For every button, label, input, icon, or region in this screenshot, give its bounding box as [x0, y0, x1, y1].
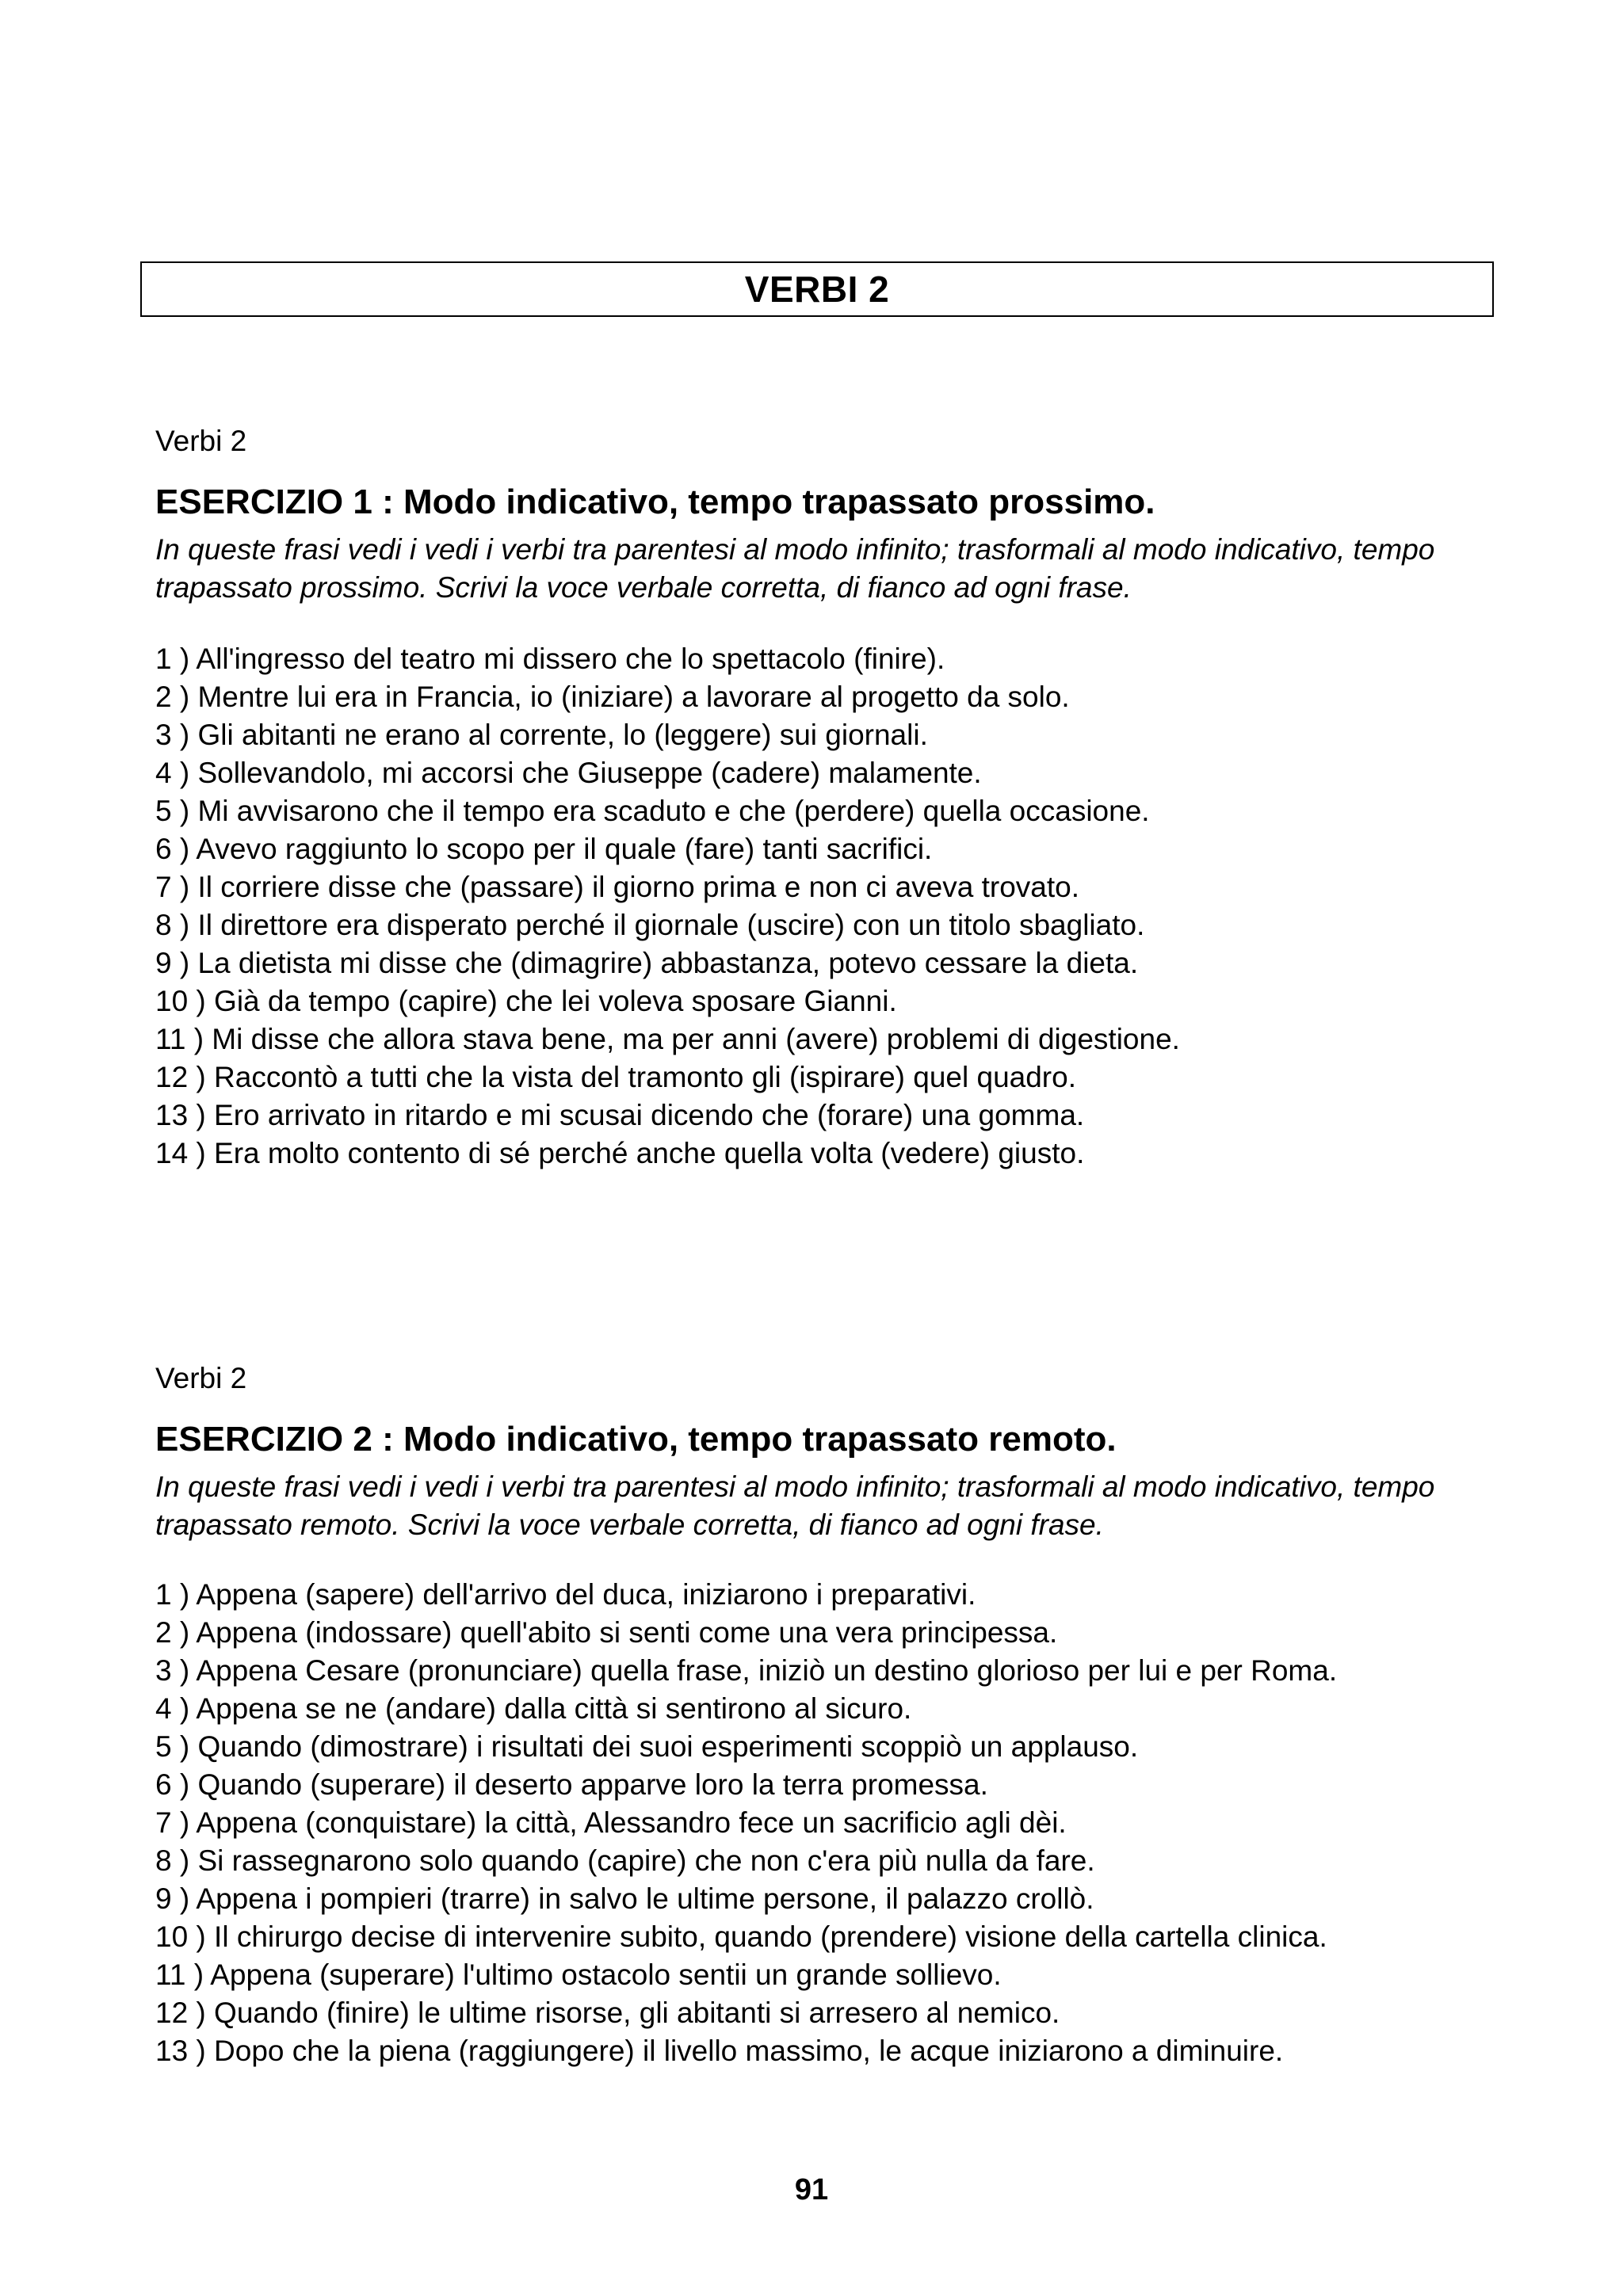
list-item: 12 ) Quando (finire) le ultime risorse, gli abitanti si arresero al nemico.	[155, 1997, 1060, 2029]
list-item: 7 ) Appena (conquistare) la città, Alessandro fece un sacrificio agli dèi.	[155, 1806, 1067, 1839]
list-item: 12 ) Raccontò a tutti che la vista del tramonto gli (ispirare) quel quadro.	[155, 1061, 1076, 1093]
list-item: 7 ) Il corriere disse che (passare) il giorno prima e non ci aveva trovato.	[155, 871, 1080, 903]
list-item: 9 ) Appena i pompieri (trarre) in salvo le ultime persone, il palazzo crollò.	[155, 1882, 1094, 1915]
exercise-title: ESERCIZIO 2 : Modo indicativo, tempo trapassato remoto.	[155, 1420, 1117, 1459]
list-item: 8 ) Il direttore era disperato perché il giornale (uscire) con un titolo sbagliato.	[155, 909, 1145, 941]
list-item: 10 ) Il chirurgo decise di intervenire subito, quando (prendere) visione della cartella clinica.	[155, 1920, 1327, 1953]
list-item: 5 ) Mi avvisarono che il tempo era scaduto e che (perdere) quella occasione.	[155, 795, 1150, 827]
list-item: 6 ) Quando (superare) il deserto apparve loro la terra promessa.	[155, 1768, 988, 1801]
list-item: 13 ) Dopo che la piena (raggiungere) il livello massimo, le acque iniziarono a diminuire.	[155, 2035, 1284, 2067]
list-item: 1 ) All'ingresso del teatro mi dissero che lo spettacolo (finire).	[155, 643, 945, 675]
list-item: 3 ) Gli abitanti ne erano al corrente, lo (leggere) sui giornali.	[155, 719, 928, 751]
list-item: 4 ) Sollevandolo, mi accorsi che Giuseppe (cadere) malamente.	[155, 757, 982, 789]
list-item: 3 ) Appena Cesare (pronunciare) quella frase, iniziò un destino glorioso per lui e per Roma.	[155, 1654, 1338, 1687]
list-item: 14 ) Era molto contento di sé perché anche quella volta (vedere) giusto.	[155, 1137, 1085, 1169]
exercise-items-list	[155, 1576, 1503, 2070]
list-item: 11 ) Appena (superare) l'ultimo ostacolo sentii un grande sollievo.	[155, 1958, 1002, 1991]
page-number: 91	[794, 2173, 829, 2206]
exercise-instructions: In queste frasi vedi i vedi i verbi tra parentesi al modo infinito; trasformali al modo indicativo, tempo trapassato prossimo. Scrivi la voce verbale corretta, di fianco ad ogni frase.	[155, 533, 1435, 604]
list-item: 9 ) La dietista mi disse che (dimagrire) abbastanza, potevo cessare la dieta.	[155, 947, 1139, 979]
exercise-title: ESERCIZIO 1 : Modo indicativo, tempo trapassato prossimo.	[155, 482, 1155, 521]
section-label: Verbi 2	[155, 1362, 247, 1394]
list-item: 2 ) Mentre lui era in Francia, io (iniziare) a lavorare al progetto da solo.	[155, 681, 1070, 713]
list-item: 13 ) Ero arrivato in ritardo e mi scusai dicendo che (forare) una gomma.	[155, 1099, 1085, 1131]
exercise-2-section	[155, 1360, 1503, 2070]
exercise-items-list	[155, 640, 1503, 1173]
section-label: Verbi 2	[155, 425, 247, 457]
page-title-box	[140, 261, 1494, 317]
list-item: 8 ) Si rassegnarono solo quando (capire) che non c'era più nulla da fare.	[155, 1844, 1095, 1877]
list-item: 11 ) Mi disse che allora stava bene, ma per anni (avere) problemi di digestione.	[155, 1023, 1180, 1055]
list-item: 1 ) Appena (sapere) dell'arrivo del duca, iniziarono i preparativi.	[155, 1578, 976, 1611]
exercise-1-section	[155, 422, 1503, 1173]
list-item: 10 ) Già da tempo (capire) che lei voleva sposare Gianni.	[155, 985, 897, 1017]
exercise-instructions: In queste frasi vedi i vedi i verbi tra parentesi al modo infinito; trasformali al modo indicativo, tempo trapassato remoto. Scrivi la voce verbale corretta, di fianco ad ogni frase.	[155, 1470, 1435, 1541]
list-item: 6 ) Avevo raggiunto lo scopo per il quale (fare) tanti sacrifici.	[155, 833, 933, 865]
list-item: 5 ) Quando (dimostrare) i risultati dei suoi esperimenti scoppiò un applauso.	[155, 1730, 1139, 1763]
page-title: VERBI 2	[744, 269, 890, 310]
list-item: 2 ) Appena (indossare) quell'abito si senti come una vera principessa.	[155, 1616, 1058, 1649]
list-item: 4 ) Appena se ne (andare) dalla città si sentirono al sicuro.	[155, 1692, 912, 1725]
